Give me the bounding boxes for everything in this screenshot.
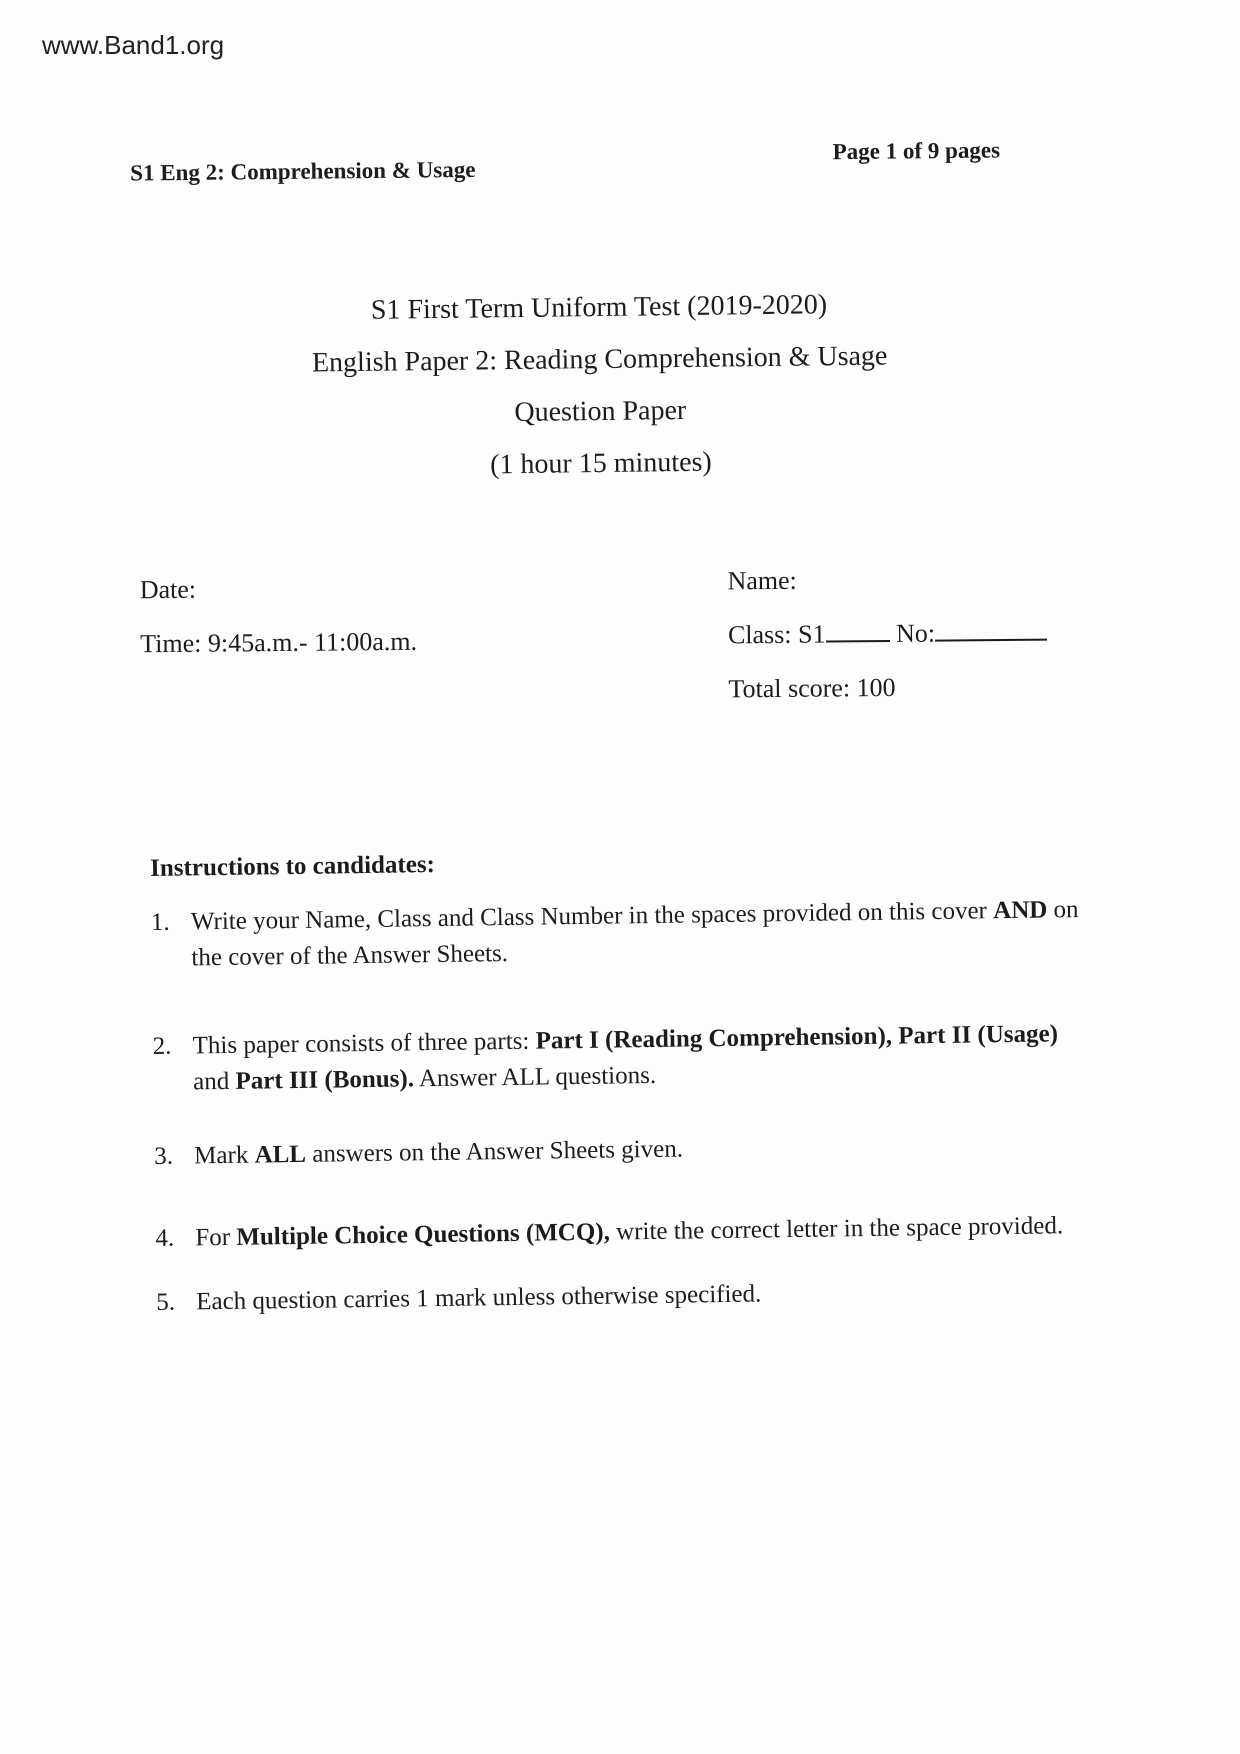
date-label: Date:	[139, 574, 197, 605]
item-text: Each question carries 1 mark unless otherwise specified.	[196, 1280, 762, 1316]
exam-details	[140, 561, 418, 671]
item-number: 3.	[154, 1142, 174, 1170]
website-watermark: www.Band1.org	[42, 30, 225, 60]
paper-code: S1 Eng 2: Comprehension & Usage	[130, 156, 476, 186]
time-label: Time:	[140, 628, 202, 659]
running-header	[130, 137, 1001, 186]
item-text: This paper consists of three parts: Part I (Reading Comprehension), Part II (Usage) and Part III (Bonus). Answer ALL questions.	[192, 1020, 1059, 1096]
list-item	[152, 1016, 1083, 1101]
list-item	[151, 892, 1082, 977]
item-number: 1.	[150, 908, 170, 936]
time-row	[140, 615, 417, 671]
item-text: Write your Name, Class and Class Number in the spaces provided on this cover AND on the cover of the Answer Sheets.	[190, 896, 1079, 972]
class-row	[728, 606, 1047, 663]
class-blank[interactable]	[825, 620, 889, 643]
instructions-list	[151, 892, 1087, 1321]
candidate-details	[727, 552, 1047, 717]
item-number: 4.	[155, 1224, 175, 1252]
class-label: Class: S1	[727, 619, 826, 650]
number-blank[interactable]	[935, 619, 1047, 642]
total-score: Total score: 100	[728, 672, 896, 704]
item-text: For Multiple Choice Questions (MCQ), write the correct letter in the space provided.	[195, 1212, 1064, 1252]
item-number: 5.	[156, 1288, 176, 1316]
test-title: S1 First Term Uniform Test (2019-2020)	[370, 289, 828, 326]
page-number: Page 1 of 9 pages	[832, 137, 1001, 165]
item-text: Mark ALL answers on the Answer Sheets given.	[194, 1135, 684, 1170]
item-number: 2.	[152, 1032, 172, 1060]
name-label: Name:	[727, 565, 797, 596]
instructions-section	[150, 842, 1086, 1321]
title-block	[299, 278, 901, 493]
paper-type: Question Paper	[514, 394, 687, 429]
number-label: No:	[895, 618, 936, 648]
paper-title: English Paper 2: Reading Comprehension & Usage	[311, 340, 888, 379]
time-value: 9:45a.m.- 11:00a.m.	[207, 626, 418, 658]
list-item	[154, 1126, 1084, 1175]
instructions-heading: Instructions to candidates:	[150, 851, 436, 882]
duration: (1 hour 15 minutes)	[489, 446, 712, 481]
list-item	[156, 1272, 1086, 1321]
list-item	[155, 1208, 1085, 1257]
